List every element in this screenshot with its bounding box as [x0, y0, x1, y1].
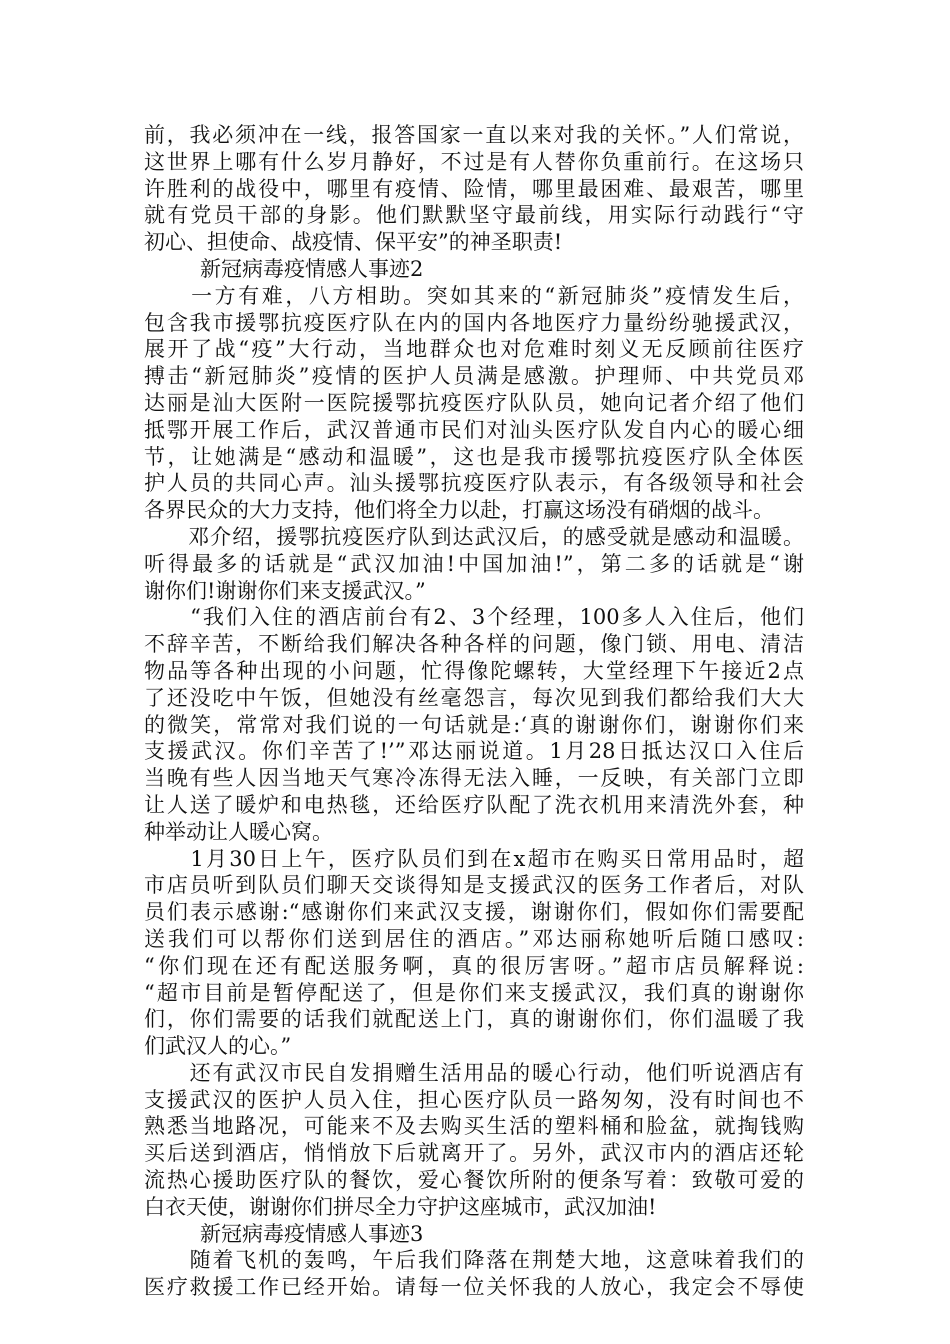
text-line: 各界民众的大力支持，他们将全力以赴，打赢这场没有硝烟的战斗。	[144, 498, 774, 523]
text-line: 了还没吃中午饭，但她没有丝毫怨言，每次见到我们都给我们大大	[144, 685, 804, 710]
paragraph	[144, 846, 814, 1060]
text-line: 们，你们需要的话我们就配送上门，真的谢谢你们，你们温暖了我	[144, 1007, 804, 1032]
text-line: 当晚有些人因当地天气寒冷冻得无法入睡，一反映，有关部门立即	[144, 766, 804, 791]
text-line: 还有武汉市民自发捐赠生活用品的暖心行动，他们听说酒店有	[144, 1060, 804, 1085]
paragraph	[144, 1060, 814, 1221]
text-line: 不辞辛苦，不断给我们解决各种各样的问题，像门锁、用电、清洁	[144, 632, 804, 657]
text-line: 熟悉当地路况，可能来不及去购买生活的塑料桶和脸盆，就掏钱购	[144, 1114, 804, 1139]
text-line: 邓介绍，援鄂抗疫医疗队到达武汉后，的感受就是感动和温暖。	[144, 524, 804, 549]
text-line: 们武汉人的心。”	[144, 1034, 292, 1059]
text-line: 买后送到酒店，悄悄放下后就离开了。另外，武汉市内的酒店还轮	[144, 1141, 804, 1166]
text-line: 这世界上哪有什么岁月静好，不过是有人替你负重前行。在这场只	[144, 149, 804, 174]
text-line: 支援武汉的医护人员入住，担心医疗队员一路匆匆，没有时间也不	[144, 1087, 804, 1112]
text-line: 的微笑，常常对我们说的一句话就是:‘真的谢谢你们，谢谢你们来	[144, 712, 804, 737]
text-line: 节，让她满是“感动和温暖”，这也是我市援鄂抗疫医疗队全体医	[144, 444, 804, 469]
text-line: 白衣天使，谢谢你们拼尽全力守护这座城市，武汉加油!	[144, 1194, 657, 1219]
text-line: 物品等各种出现的小问题，忙得像陀螺转，大堂经理下午接近2点	[144, 658, 804, 683]
text-line: 随着飞机的轰鸣，午后我们降落在荆楚大地，这意味着我们的	[144, 1248, 804, 1273]
section-heading: 新冠病毒疫情感人事迹2	[200, 256, 424, 281]
text-line: 前，我必须冲在一线，报答国家一直以来对我的关怀。”人们常说，	[144, 123, 804, 147]
text-line: 员们表示感谢:“感谢你们来武汉支援，谢谢你们，假如你们需要配	[144, 900, 804, 925]
text-line: 医疗救援工作已经开始。请每一位关怀我的人放心，我定会不辱使	[144, 1275, 804, 1300]
text-line: 谢你们!谢谢你们来支援武汉。”	[144, 578, 426, 603]
text-line: 1月30日上午，医疗队员们到在x超市在购买日常用品时，超	[144, 846, 804, 871]
text-line: “你们现在还有配送服务啊，真的很厉害呀。”超市店员解释说:	[144, 953, 804, 978]
paragraph	[144, 1247, 814, 1301]
text-line: 市店员听到队员们聊天交谈得知是支援武汉的医务工作者后，对队	[144, 873, 804, 898]
paragraph	[144, 604, 814, 845]
text-line: 支援武汉。你们辛苦了!’”邓达丽说道。1月28日抵达汉口入住后	[144, 739, 804, 764]
text-line: 一方有难，八方相助。突如其来的“新冠肺炎”疫情发生后，	[144, 283, 804, 308]
text-line: 种举动让人暖心窝。	[144, 819, 333, 844]
text-line: 达丽是汕大医附一医院援鄂抗疫医疗队队员，她向记者介绍了他们	[144, 390, 804, 415]
section-heading: 新冠病毒疫情感人事迹3	[200, 1221, 424, 1246]
document-body	[144, 122, 814, 1301]
text-line: 抵鄂开展工作后，武汉普通市民们对汕头医疗队发自内心的暖心细	[144, 417, 804, 442]
text-line: 搏击“新冠肺炎”疫情的医护人员满是感激。护理师、中共党员邓	[144, 364, 804, 389]
text-line: 包含我市援鄂抗疫医疗队在内的国内各地医疗力量纷纷驰援武汉，	[144, 310, 804, 335]
text-line: 展开了战“疫”大行动，当地群众也对危难时刻义无反顾前往医疗	[144, 337, 804, 362]
paragraph	[144, 524, 814, 604]
text-line: 初心、担使命、战疫情、保平安”的神圣职责!	[144, 230, 563, 255]
text-line: 就有党员干部的身影。他们默默坚守最前线，用实际行动践行“守	[144, 203, 804, 228]
text-line: “超市目前是暂停配送了，但是你们来支援武汉，我们真的谢谢你	[144, 980, 804, 1005]
text-line: 流热心援助医疗队的餐饮，爱心餐饮所附的便条写着：致敬可爱的	[144, 1168, 804, 1193]
text-line: 送我们可以帮你们送到居住的酒店。”邓达丽称她听后随口感叹:	[144, 926, 804, 951]
text-line: 听得最多的话就是“武汉加油!中国加油!”，第二多的话就是“谢	[144, 551, 804, 576]
paragraph	[144, 283, 814, 524]
paragraph	[144, 122, 814, 256]
text-line: 许胜利的战役中，哪里有疫情、险情，哪里最困难、最艰苦，哪里	[144, 176, 804, 201]
text-line: 让人送了暖炉和电热毯，还给医疗队配了洗衣机用来清洗外套，种	[144, 792, 804, 817]
text-line: “我们入住的酒店前台有2、3个经理，100多人入住后，他们	[144, 605, 804, 630]
text-line: 护人员的共同心声。汕头援鄂抗疫医疗队表示，有各级领导和社会	[144, 471, 804, 496]
